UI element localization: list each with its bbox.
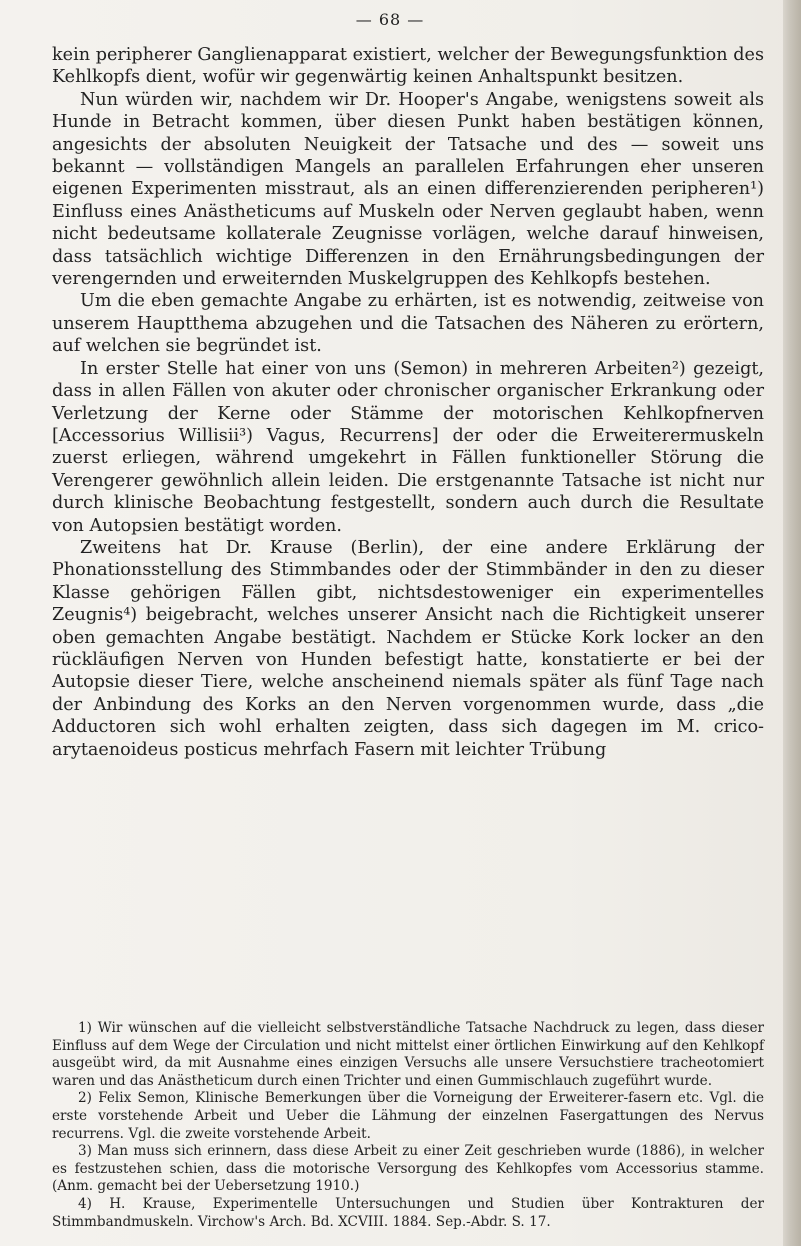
footnotes — [52, 1020, 764, 1231]
paragraph-3: Um die eben gemachte Angabe zu erhärten, ist es notwendig, zeitweise von unserem Hauptthema abzugehen und die Tatsachen des Näheren zu erörtern, auf welchen sie begründet ist. — [52, 291, 764, 357]
footnote-4: 4) H. Krause, Experimentelle Untersuchungen und Studien über Kontrakturen der Stimmbandmuskeln. Virchow's Arch. Bd. XCVIII. 1884. Sep.-Abdr. S. 17. — [52, 1195, 764, 1230]
paragraph-4: In erster Stelle hat einer von uns (Semon) in mehreren Arbeiten²) gezeigt, dass in allen Fällen von akuter oder chronischer organischer Erkrankung oder Verletzung der Kerne oder Stämme der motorischen Kehlkopfnerven [Accessorius Willisii³) Vagus, Recurrens] der oder die Erweiterermuskeln zuerst erliegen, während umgekehrt in Fällen funktioneller Störung die Verengerer gewöhnlich allein leiden. Die erstgenannte Tatsache ist nicht nur durch klinische Beobachtung festgestellt, sondern auch durch die Resultate von Autopsien bestätigt worden. — [52, 358, 764, 536]
footnote-1: 1) Wir wünschen auf die vielleicht selbstverständliche Tatsache Nachdruck zu legen, dass dieser Einfluss auf dem Wege der Circulation und nicht mittelst einer örtlichen Einwirkung auf den Kehlkopf ausgeübt wird, da mit Ausnahme eines einzigen Versuchs alle unsere Versuchstiere tracheotomiert waren und das Anästheticum durch einen Trichter und einen Gummischlauch zugeführt wurde. — [52, 1020, 764, 1089]
paragraph-5: Zweitens hat Dr. Krause (Berlin), der eine andere Erklärung der Phonationsstellung des Stimmbandes oder der Stimmbänder in den zu dieser Klasse gehörigen Fällen gibt, nichtsdestoweniger ein experimentelles Zeugnis⁴) beigebracht, welches unserer Ansicht nach die Richtigkeit unserer oben gemachten Angabe bestätigt. Nachdem er Stücke Kork locker an den rückläufigen Nerven von Hunden befestigt hatte, konstatierte er bei der Autopsie dieser Tiere, welche anscheinend niemals später als fünf Tage nach der Anbindung des Korks an den Nerven vorgenommen wurde, dass „die Adductoren sich wohl erhalten zeigten, dass sich dagegen im M. crico-arytaenoideus posticus mehrfach Fasern mit leichter Trübung — [52, 537, 764, 760]
footnote-3: 3) Man muss sich erinnern, dass diese Arbeit zu einer Zeit geschrieben wurde (1886), in welcher es festzustehen schien, dass die motorische Versorgung des Kehlkopfes vom Accessorius stamme. (Anm. gemacht bei der Uebersetzung 1910.) — [52, 1143, 764, 1195]
page-edge — [783, 0, 801, 1246]
page-number: — 68 — — [355, 10, 425, 29]
paragraph-1: kein peripherer Ganglienapparat existiert, welcher der Bewegungsfunktion des Kehlkopfs dient, wofür wir gegenwärtig keinen Anhaltspunkt besitzen. — [52, 45, 764, 88]
main-text — [52, 44, 764, 761]
footnote-2: 2) Felix Semon, Klinische Bemerkungen über die Vorneigung der Erweiterer-fasern etc. Vgl. die erste vorstehende Arbeit und Ueber die Lähmung der einzelnen Fasergattungen des Nervus recurrens. Vgl. die zweite vorstehende Arbeit. — [52, 1090, 764, 1142]
paragraph-2: Nun würden wir, nachdem wir Dr. Hooper's Angabe, wenigstens soweit als Hunde in Betracht kommen, über diesen Punkt haben bestätigen können, angesichts der absoluten Neuigkeit der Tatsache und des — soweit uns bekannt — vollständigen Mangels an parallelen Erfahrungen eher unseren eigenen Experimenten misstraut, als an einen differenzierenden peripheren¹) Einfluss eines Anästheticums auf Muskeln oder Nerven geglaubt haben, wenn nicht bedeutsame kollaterale Zeugnisse vorlägen, welche darauf hinweisen, dass tatsächlich wichtige Differenzen in den Ernährungsbedingungen der verengernden und erweiternden Muskelgruppen des Kehlkopfs bestehen. — [52, 89, 764, 290]
